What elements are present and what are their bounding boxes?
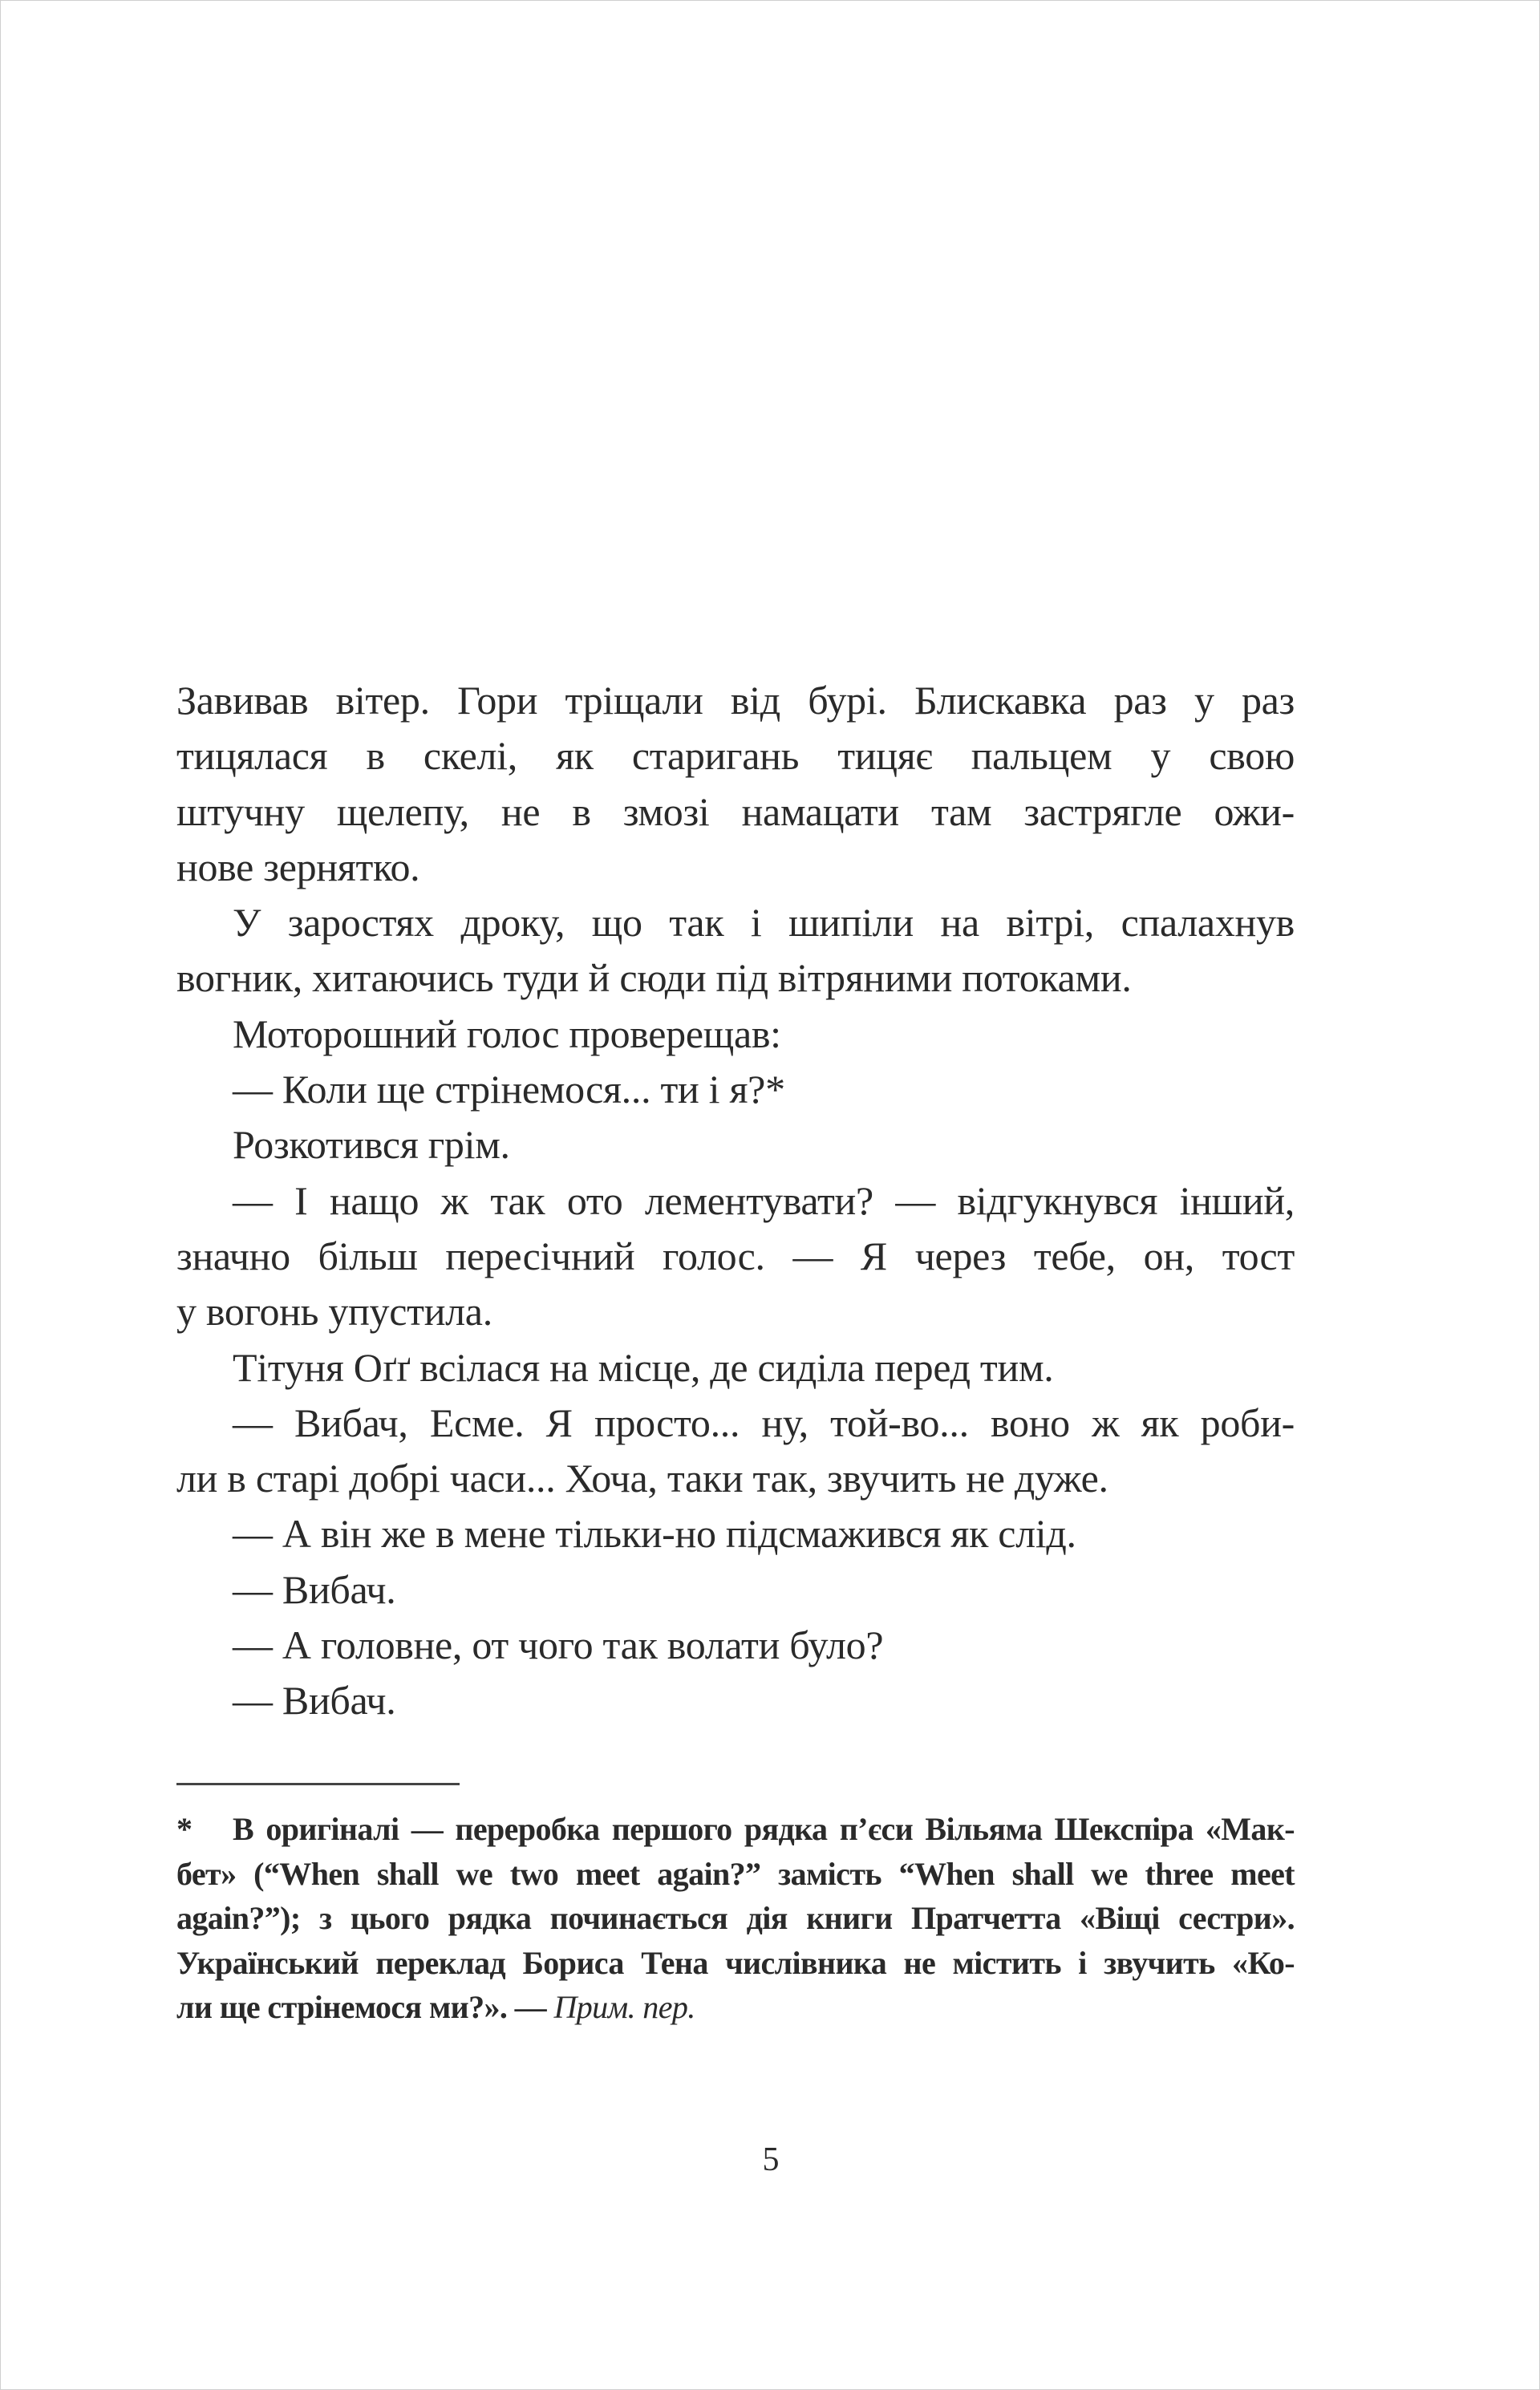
footnote-line [176,1896,1295,1941]
footnote-line [176,1941,1295,1986]
paragraph-line: — І нащо ж так ото лементувати? — відгукнувся інший, [233,1177,1295,1223]
paragraph-line: — А головне, от чого так волати було? [233,1622,884,1668]
paragraph-line: Тітуня Оґґ всілася на місце, де сиділа перед тим. [233,1344,1054,1390]
paragraph-line: штучну щелепу, не в змозі намацати там застрягле ожи- [176,788,1295,834]
paragraph-line: — Коли ще стрінемося... ти і я?* [233,1067,785,1112]
paragraph-line: у вогонь упустила. [176,1289,492,1335]
footnote-text: Український переклад Бориса Тена числівника не містить і звучить «Ко- [176,1944,1295,1981]
footnote-text: ли ще стрінемося ми?». — [176,1989,547,2025]
paragraph-line: — Вибач, Есме. Я просто... ну, той-во... воно ж як роби- [233,1400,1295,1445]
paragraph-line: У заростях дроку, що так і шипіли на вітрі, спалахнув [233,900,1295,946]
paragraph-line: ли в старі добрі часи... Хоча, таки так, звучить не дуже. [176,1456,1108,1501]
footnote-divider [176,1783,460,1785]
body-text [176,673,1295,1729]
paragraph-line: нове зернятко. [176,844,420,889]
footnote-text: бет» (“When shall we two meet again?” замість “When shall we three meet [176,1855,1295,1892]
paragraph-line: тицялася в скелі, як старигань тицяє пальцем у свою [176,733,1295,779]
footnote-marker: * [176,1811,192,1847]
footnote-line [176,1852,1295,1897]
paragraph-line: Завивав вітер. Гори тріщали від бурі. Блискавка раз у раз [176,678,1295,723]
footnote [176,1807,1295,2030]
paragraph-line: — Вибач. [233,1678,396,1724]
footnote-line [176,1985,1295,2030]
paragraph-line: Розкотився грім. [233,1122,510,1168]
page-number: 5 [762,2141,780,2178]
paragraph-line: — А він же в мене тільки-но підсмажився як слід. [233,1511,1076,1557]
footnote-text: again?”); з цього рядка починається дія книги Пратчетта «Віщі сестри». [176,1900,1295,1936]
paragraph-line: значно більш пересічний голос. — Я через тебе, он, тост [176,1233,1295,1278]
paragraph-line: Моторошний голос проверещав: [233,1011,781,1056]
paragraph-line: вогник, хитаючись туди й сюди під вітряними потоками. [176,955,1132,1001]
footnote-line [176,1807,1295,1852]
footnote-text: В оригіналі — переробка першого рядка п’єси Вільяма Шекспіра «Мак- [233,1811,1295,1847]
paragraph-line: — Вибач. [233,1566,396,1612]
translator-note: Прим. пер. [553,1989,695,2025]
